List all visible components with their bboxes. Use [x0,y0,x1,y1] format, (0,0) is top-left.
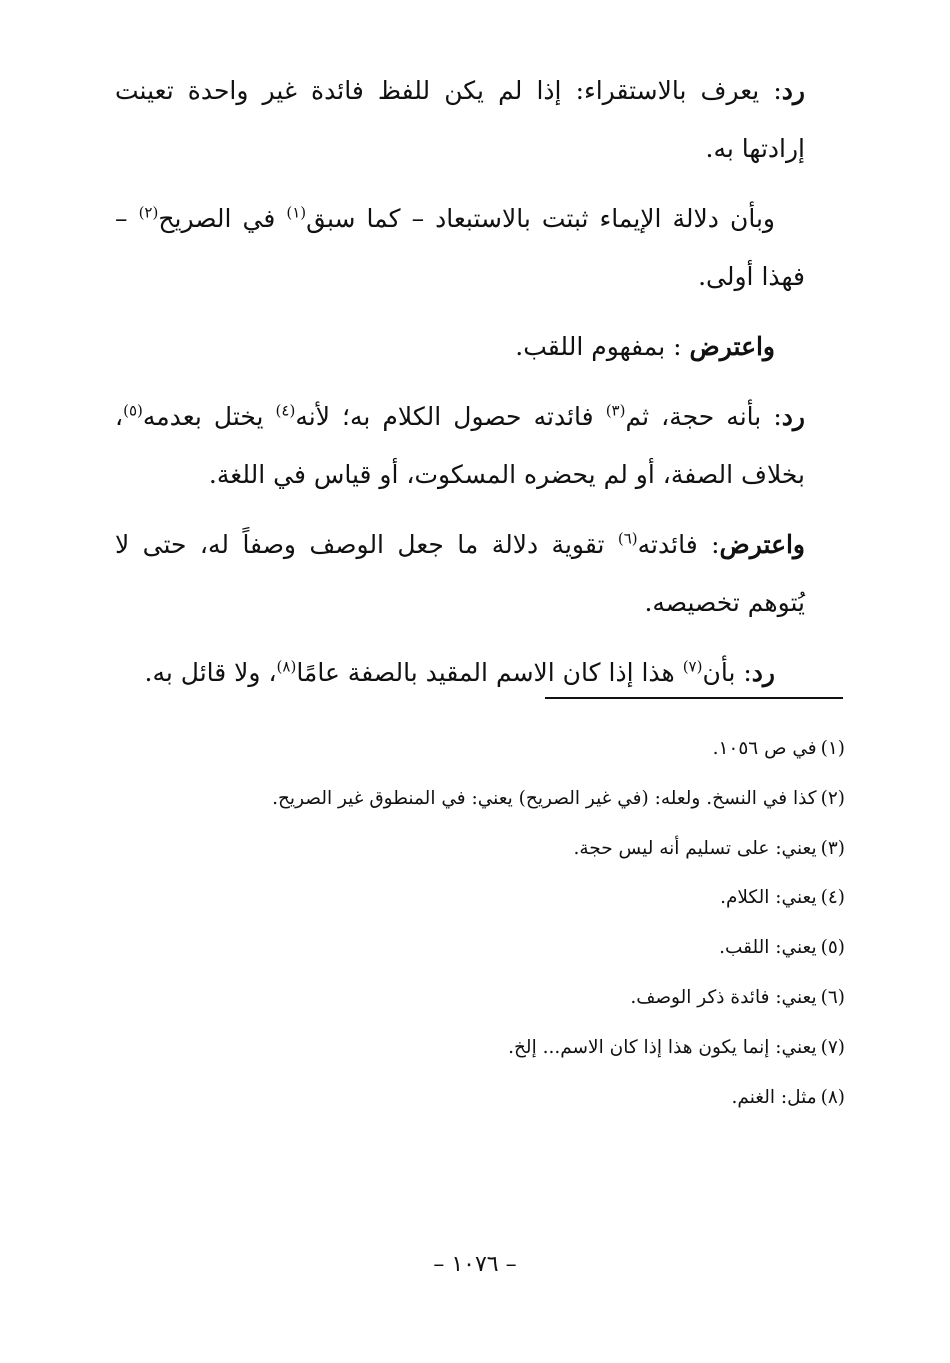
footnote-number: (٨) [820,1086,845,1108]
paragraph-6 [115,644,805,702]
footnote-text: يعني: فائدة ذكر الوصف. [630,986,817,1008]
footnote-text: مثل: الغنم. [731,1086,817,1108]
paragraph-2 [115,190,805,306]
paragraph-1 [115,62,805,178]
paragraph-lead: رد [751,658,775,687]
footnote-number: (٦) [820,986,845,1008]
paragraph-text: في الصريح [158,204,287,233]
main-text-block [115,62,805,702]
footnote-ref-1: (١) [286,203,307,222]
paragraph-text: يختل بعدمه [142,402,276,431]
paragraph-3 [115,318,805,376]
footnote-ref-4: (٤) [275,401,296,420]
footnote-5 [180,923,845,973]
footnotes-block [180,724,845,1122]
footnote-2 [180,774,845,824]
paragraph-text: : بمفهوم اللقب. [515,332,690,361]
paragraph-lead: واعترض [689,332,775,361]
footnote-6 [180,973,845,1023]
footnote-ref-6: (٦) [617,529,638,548]
footnote-number: (٧) [820,1036,845,1058]
footnote-text: يعني: الكلام. [720,887,817,909]
paragraph-text: وبأن دلالة الإيماء ثبتت بالاستبعاد – كما سبق [306,204,775,233]
footnote-3 [180,824,845,874]
footnote-number: (١) [820,738,845,759]
paragraph-lead: رد [781,76,805,105]
footnote-ref-3: (٣) [605,401,626,420]
footnote-4 [180,873,845,923]
paragraph-text: ، بخلاف الصفة، أو لم يحضره المسكوت، أو قياس في اللغة. [115,402,805,489]
paragraph-text: : بأنه حجة، ثم [625,402,782,431]
footnote-number: (٢) [820,787,845,809]
paragraph-lead: رد [781,402,805,431]
footnote-text: كذا في النسخ. ولعله: (في غير الصريح) يعني: في المنطوق غير الصريح. [272,787,817,809]
footnote-ref-2: (٢) [138,203,159,222]
footnote-number: (٥) [820,937,845,959]
paragraph-text: – فهذا أولى. [115,204,805,291]
footnote-number: (٤) [820,887,845,909]
paragraph-text: هذا إذا كان الاسم المقيد بالصفة عامًا [296,658,683,687]
footnote-divider [545,697,843,699]
footnote-1 [180,724,845,774]
footnote-text: يعني: على تسليم أنه ليس حجة. [573,837,817,859]
footnote-ref-8: (٨) [276,657,297,676]
paragraph-text: فائدته حصول الكلام به؛ لأنه [295,402,606,431]
paragraph-4 [115,388,805,504]
paragraph-text: : فائدته [637,530,720,559]
paragraph-text: تقوية دلالة ما جعل الوصف وصفاً له، حتى لا يُتوهم تخصيصه. [115,530,805,617]
footnote-text: يعني: إنما يكون هذا إذا كان الاسم... إلخ. [508,1036,817,1058]
footnote-text: يعني: اللقب. [719,937,817,959]
paragraph-text: ، ولا قائل به. [144,658,277,687]
footnote-8 [180,1073,845,1123]
footnote-text: في ص ١٠٥٦. [712,738,817,759]
footnote-7 [180,1023,845,1073]
paragraph-5 [115,516,805,632]
footnote-ref-5: (٥) [123,401,143,420]
footnote-ref-7: (٧) [682,657,703,676]
page-number: – ١٠٧٦ – [433,1252,517,1277]
footnote-number: (٣) [820,837,845,859]
paragraph-lead: واعترض [719,530,805,559]
paragraph-text: : بأن [702,658,752,687]
paragraph-text: : يعرف بالاستقراء: إذا لم يكن للفظ فائدة غير واحدة تعينت إرادتها به. [115,76,805,163]
